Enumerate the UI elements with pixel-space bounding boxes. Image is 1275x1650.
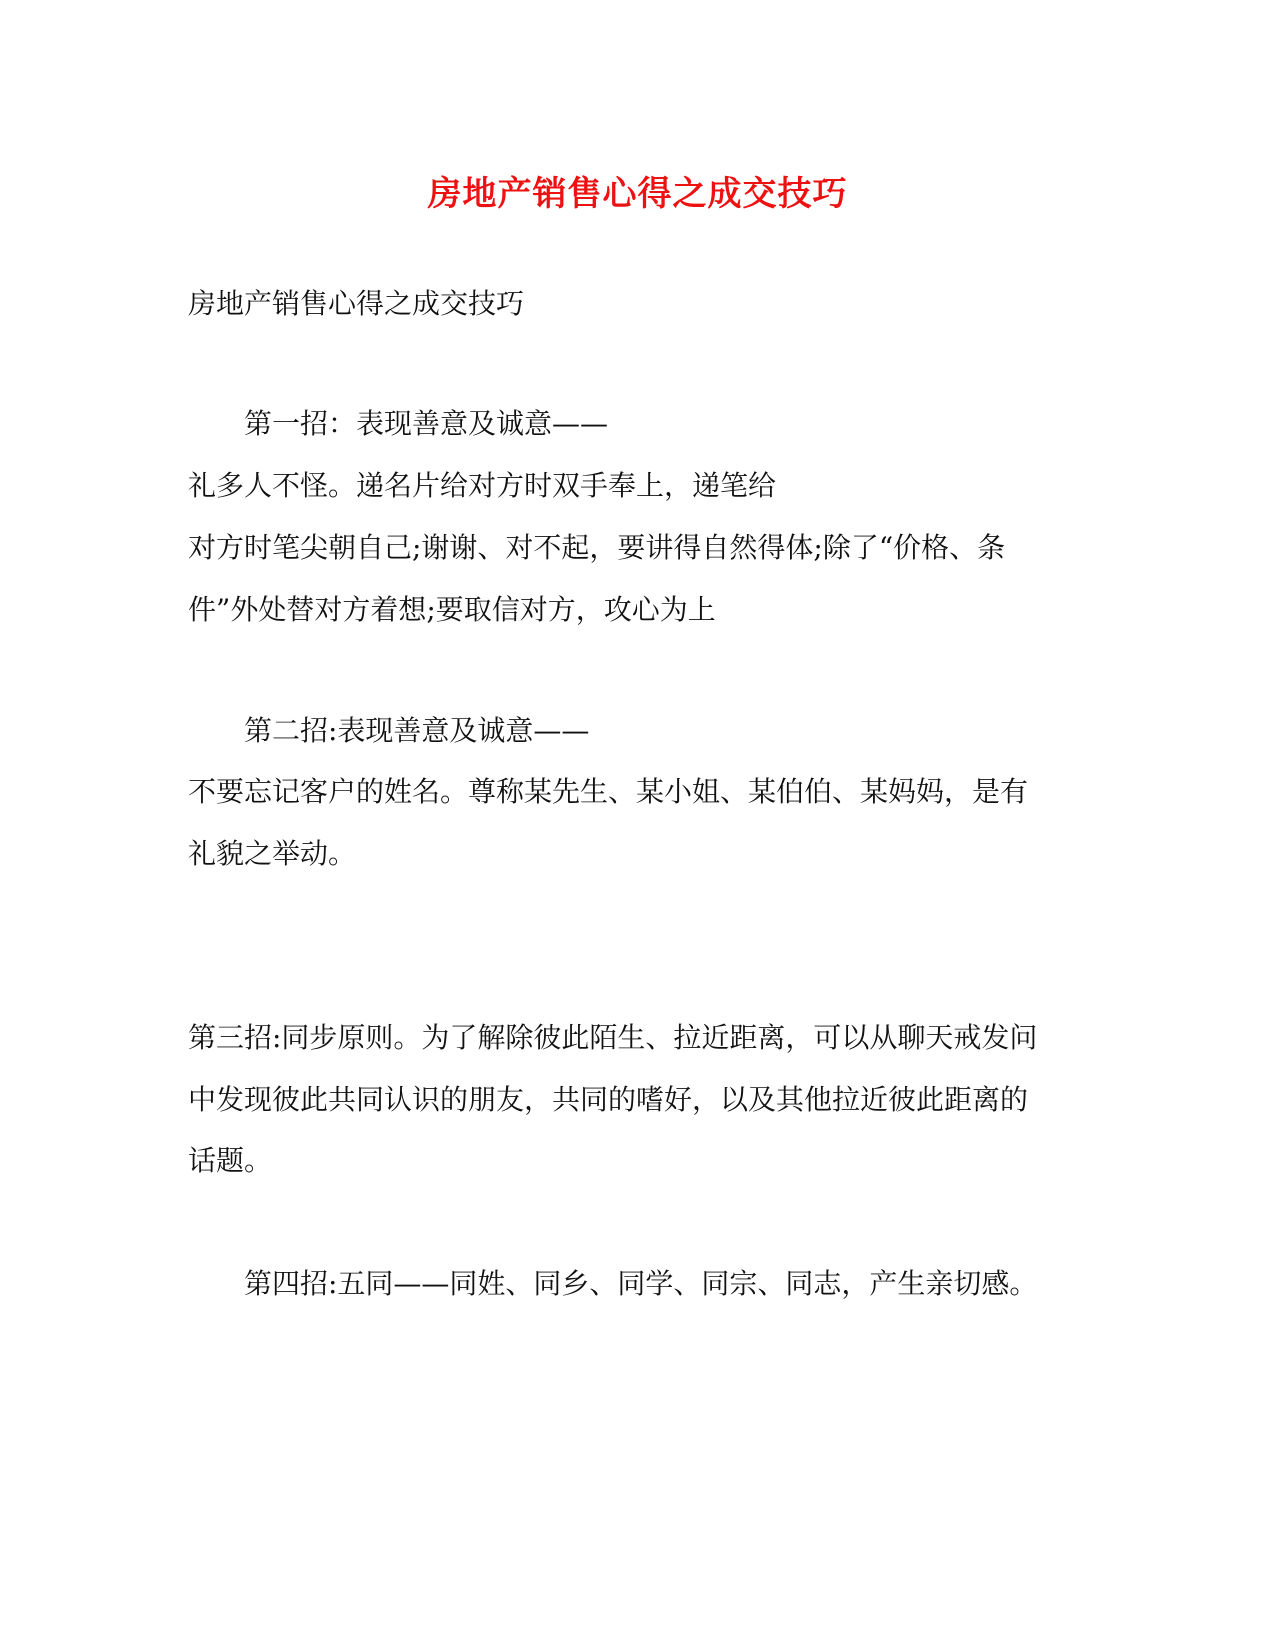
section-1-line: 件”外处替对方着想;要取信对方，攻心为上 bbox=[188, 593, 716, 626]
document-subtitle: 房地产销售心得之成交技巧 bbox=[188, 287, 525, 320]
section-3-heading: 第三招:同步原则。为了解除彼此陌生、拉近距离，可以从聊天戒发问 bbox=[188, 1021, 1038, 1054]
section-2-line: 不要忘记客户的姓名。尊称某先生、某小姐、某伯伯、某妈妈，是有 bbox=[188, 775, 1029, 808]
section-1-heading: 第一招：表现善意及诚意—— bbox=[244, 407, 609, 440]
section-1-line: 对方时笔尖朝自己;谢谢、对不起，要讲得自然得体;除了“价格、条 bbox=[188, 531, 1006, 564]
section-1-line: 礼多人不怪。递名片给对方时双手奉上，递笔给 bbox=[188, 469, 777, 502]
section-2-line: 礼貌之举动。 bbox=[188, 837, 357, 870]
document-title: 房地产销售心得之成交技巧 bbox=[427, 174, 848, 214]
section-4-heading: 第四招:五同——同姓、同乡、同学、同宗、同志，产生亲切感。 bbox=[244, 1267, 1038, 1300]
section-3-line: 中发现彼此共同认识的朋友，共同的嗜好，以及其他拉近彼此距离的 bbox=[188, 1083, 1029, 1116]
section-3-line: 话题。 bbox=[188, 1144, 273, 1177]
section-2-heading: 第二招:表现善意及诚意—— bbox=[244, 714, 590, 747]
